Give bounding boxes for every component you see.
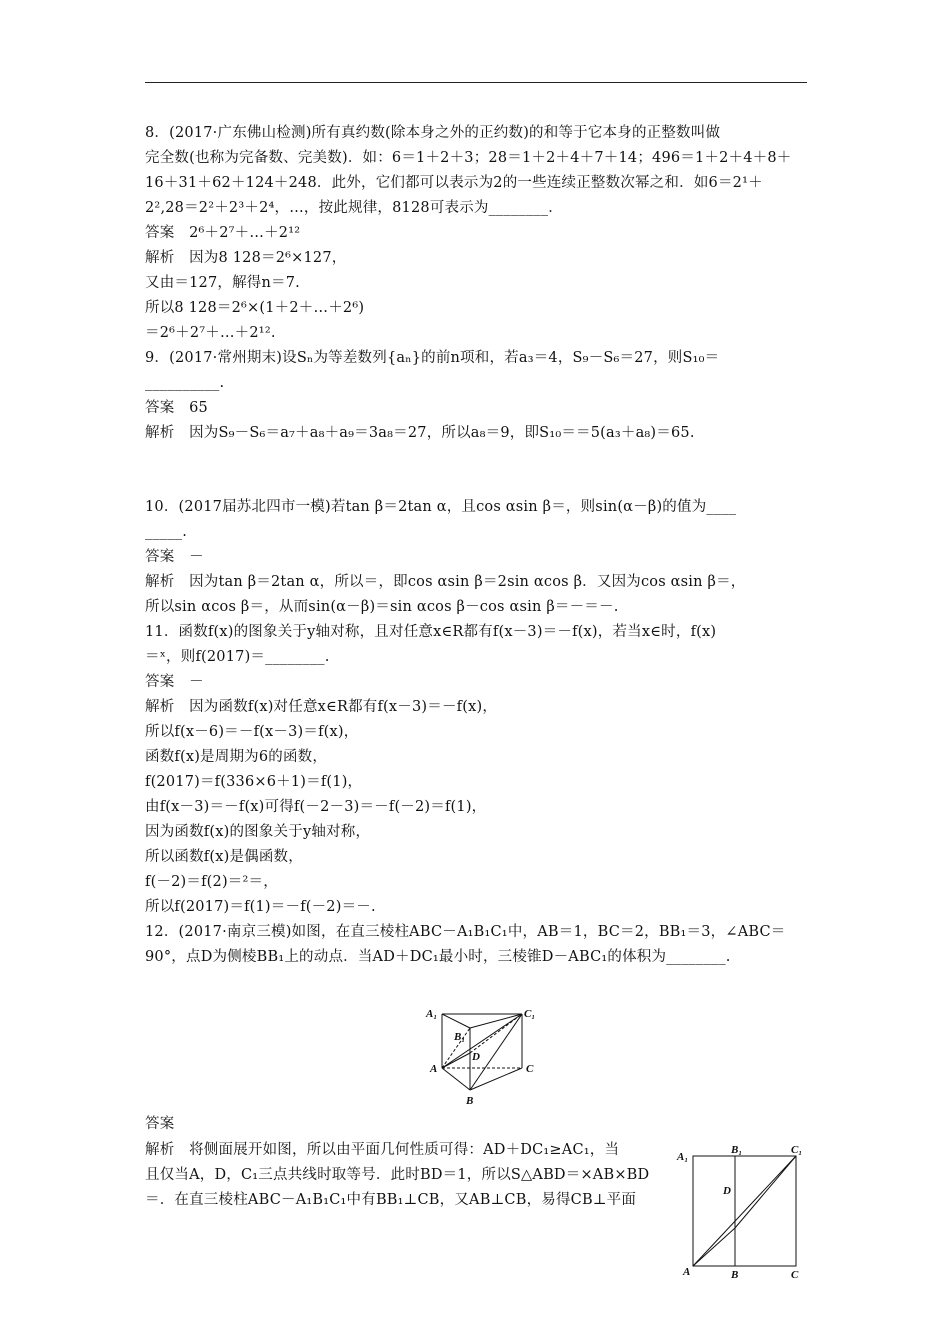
label-b: B: [731, 1269, 739, 1281]
label-a1: A₁: [426, 1008, 438, 1020]
problem-9-text: 9．(2017·常州期末)设Sₙ为等差数列{aₙ}的前n项和，若a₃＝4，S₉－S₆＝27，则S₁₀＝: [145, 350, 720, 366]
header-rule: [145, 82, 807, 83]
label-c1: C₁: [524, 1008, 536, 1020]
answer-12: 答案: [145, 1116, 175, 1132]
problem-12-text: 12．(2017·南京三模)如图，在直三棱柱ABC－A₁B₁C₁中，AB＝1，BC＝2，BB₁＝3，∠ABC＝: [145, 924, 786, 940]
problem-8-text: 完全数(也称为完备数、完美数)．如：6＝1＋2＋3；28＝1＋2＋4＋7＋14；496＝1＋2＋4＋8＋: [145, 150, 792, 166]
solution-10: 解析 因为tan β＝2tan α，所以＝，即cos αsin β＝2sin αcos β．又因为cos αsin β＝，: [145, 574, 746, 590]
problem-8-text: 2²,28＝2²＋2³＋2⁴，…，按此规律，8128可表示为________．: [145, 200, 563, 216]
solution-8: 所以8 128＝2⁶×(1＋2＋…＋2⁶): [145, 300, 365, 316]
solution-10: 所以sin αcos β＝，从而sin(α－β)＝sin αcos β－cos αsin β＝－＝－.: [145, 599, 619, 615]
solution-11: 所以f(2017)＝f(1)＝－f(－2)＝－.: [145, 899, 376, 915]
label-c: C: [791, 1269, 799, 1281]
label-d: D: [723, 1185, 731, 1197]
prism-figure: [420, 1008, 540, 1108]
problem-12-text: 90°，点D为侧棱BB₁上的动点．当AD＋DC₁最小时，三棱锥D－ABC₁的体积为________.: [145, 949, 731, 965]
solution-12: 解析 将侧面展开如图，所以由平面几何性质可得：AD＋DC₁≥AC₁，当: [145, 1142, 620, 1158]
solution-9: 解析 因为S₉－S₆＝a₇＋a₈＋a₉＝3a₈＝27，所以a₈＝9，即S₁₀＝＝5(a₃＋a₈)＝65.: [145, 425, 695, 441]
solution-8: 又由＝127，解得n＝7.: [145, 275, 300, 291]
problem-8-text: 8．(2017·广东佛山检测)所有真约数(除本身之外的正约数)的和等于它本身的正整数叫做: [145, 125, 721, 141]
solution-11: 解析 因为函数f(x)对任意x∈R都有f(x－3)＝－f(x)，: [145, 699, 498, 715]
label-a: A: [430, 1063, 438, 1075]
solution-11: f(－2)＝f(2)＝²＝，: [145, 874, 278, 890]
label-b: B: [466, 1095, 474, 1107]
answer-9: 答案 65: [145, 400, 208, 416]
label-c1: C₁: [791, 1144, 803, 1156]
solution-11: 函数f(x)是周期为6的函数，: [145, 749, 328, 765]
solution-11: 由f(x－3)＝－f(x)可得f(－2－3)＝－f(－2)＝f(1)，: [145, 799, 487, 815]
unfolded-figure: [675, 1142, 815, 1282]
label-a1: A₁: [677, 1151, 689, 1163]
label-c: C: [526, 1063, 534, 1075]
solution-12: ＝．在直三棱柱ABC－A₁B₁C₁中有BB₁⊥CB，又AB⊥CB，易得CB⊥平面: [145, 1192, 637, 1208]
problem-8-text: 16＋31＋62＋124＋248．此外，它们都可以表示为2的一些连续正整数次幂之和．如6＝2¹＋: [145, 175, 763, 191]
solution-12: 且仅当A，D，C₁三点共线时取等号．此时BD＝1，所以S△ABD＝×AB×BD: [145, 1167, 650, 1183]
answer-8: 答案 2⁶＋2⁷＋…＋2¹²: [145, 225, 301, 241]
solution-11: 因为函数f(x)的图象关于y轴对称，: [145, 824, 371, 840]
solution-8: ＝2⁶＋2⁷＋…＋2¹².: [145, 325, 276, 341]
answer-11: 答案 －: [145, 674, 204, 690]
solution-11: f(2017)＝f(336×6＋1)＝f(1)，: [145, 774, 363, 790]
label-b1: B₁: [454, 1031, 466, 1043]
solution-11: 所以函数f(x)是偶函数，: [145, 849, 303, 865]
problem-10-text: _____.: [145, 524, 188, 540]
problem-11-text: ＝ˣ，则f(2017)＝________.: [145, 649, 330, 665]
problem-9-text: __________.: [145, 375, 225, 391]
problem-11-text: 11．函数f(x)的图象关于y轴对称，且对任意x∈R都有f(x－3)＝－f(x)，若当x∈时，f(x): [145, 624, 717, 640]
answer-10: 答案 －: [145, 549, 204, 565]
problem-10-text: 10．(2017届苏北四市一模)若tan β＝2tan α，且cos αsin β＝，则sin(α－β)的值为____: [145, 499, 737, 515]
label-a: A: [683, 1266, 691, 1278]
solution-8: 解析 因为8 128＝2⁶×127，: [145, 250, 347, 266]
label-d: D: [472, 1051, 480, 1063]
solution-11: 所以f(x－6)＝－f(x－3)＝f(x)，: [145, 724, 359, 740]
label-b1: B₁: [731, 1144, 743, 1156]
